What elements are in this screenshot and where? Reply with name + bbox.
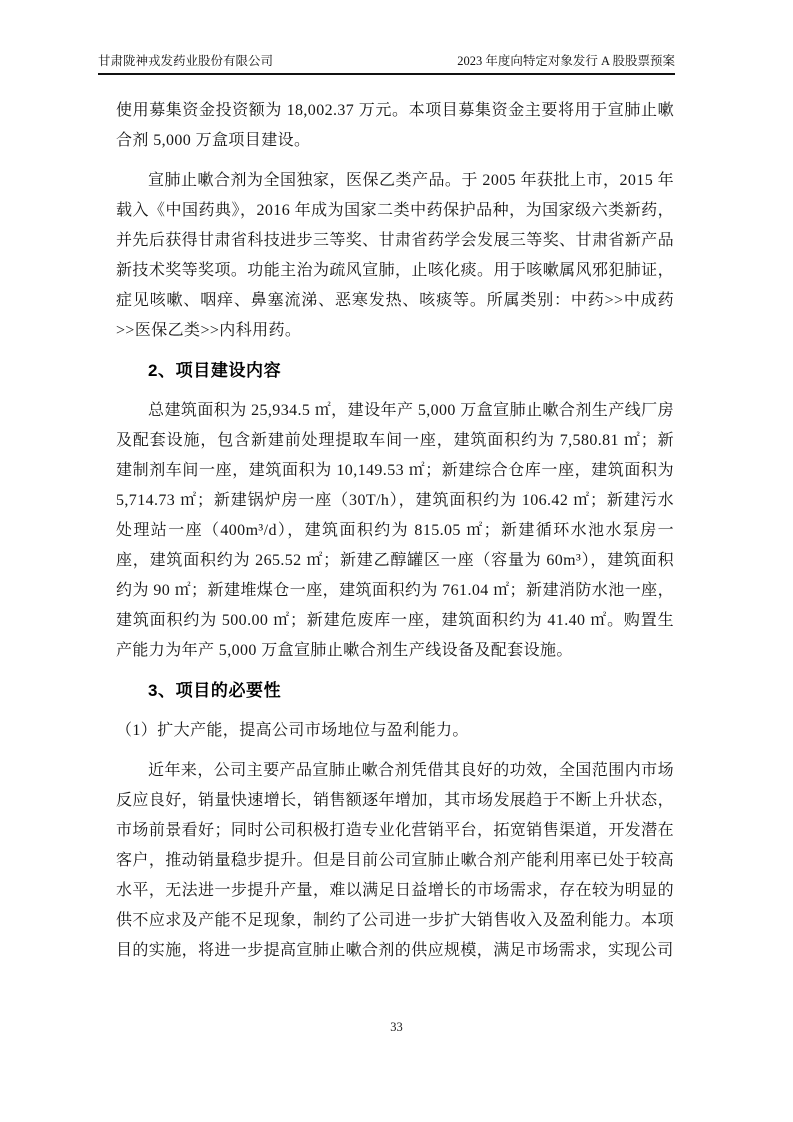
- page-number: 33: [390, 1020, 403, 1034]
- header-company-name: 甘肃陇神戎发药业股份有限公司: [98, 54, 274, 68]
- page-footer: [0, 1020, 793, 1035]
- paragraph-necessity-point-1: （1）扩大产能，提高公司市场地位与盈利能力。: [116, 722, 469, 739]
- paragraph-fundraising-amount: 使用募集资金投资额为 18,002.37 万元。本项目募集资金主要将用于宣肺止嗽合剂 5,000 万盒项目建设。: [116, 102, 674, 149]
- document-body: [116, 96, 674, 976]
- paragraph-product-introduction: 宣肺止嗽合剂为全国独家，医保乙类产品。于 2005 年获批上市，2015 年载入《中国药典》，2016 年成为国家二类中药保护品种，为国家级六类新药，并先后获得甘肃省科技进步三等奖、甘肃省药学会发展三等奖、甘肃省新产品新技术奖等奖项。功能主治为疏风宣肺，止咳化痰。用于咳嗽属风邪犯肺证，症见咳嗽、咽痒、鼻塞流涕、恶寒发热、咳痰等。所属类别：中药>>中成药>>医保乙类>>内科用药。: [116, 172, 674, 339]
- paragraph-construction-details: 总建筑面积为 25,934.5 ㎡，建设年产 5,000 万盒宣肺止嗽合剂生产线厂房及配套设施，包含新建前处理提取车间一座，建筑面积约为 7,580.81 ㎡；新建制剂车间一座，建筑面积为 10,149.53 ㎡；新建综合仓库一座，建筑面积为 5,714.73 ㎡；新建锅炉房一座（30T/h），建筑面积约为 106.42 ㎡；新建污水处理站一座（400m³/d），建筑面积约为 815.05 ㎡；新建循环水池水泵房一座，建筑面积约为 265.52 ㎡；新建乙醇罐区一座（容量为 60m³），建筑面积约为 90 ㎡；新建堆煤仓一座，建筑面积约为 761.04 ㎡；新建消防水池一座，建筑面积约为 500.00 ㎡；新建危废库一座，建筑面积约为 41.40 ㎡。购置生产能力为年产 5,000 万盒宣肺止嗽合剂生产线设备及配套设施。: [116, 402, 674, 659]
- heading-project-construction-content: 2、项目建设内容: [148, 361, 282, 380]
- header-doc-title: 2023 年度向特定对象发行 A 股股票预案: [457, 54, 675, 68]
- heading-project-necessity: 3、项目的必要性: [148, 681, 282, 700]
- page-header: [98, 52, 675, 75]
- paragraph-market-analysis: 近年来，公司主要产品宣肺止嗽合剂凭借其良好的功效，全国范围内市场反应良好，销量快速增长，销售额逐年增加，其市场发展趋于不断上升状态，市场前景看好；同时公司积极打造专业化营销平台，拓宽销售渠道，开发潜在客户，推动销量稳步提升。但是目前公司宣肺止嗽合剂产能利用率已处于较高水平，无法进一步提升产量，难以满足日益增长的市场需求，存在较为明显的供不应求及产能不足现象，制约了公司进一步扩大销售收入及盈利能力。本项目的实施，将进一步提高宣肺止嗽合剂的供应规模，满足市场需求，实现公司: [116, 762, 674, 959]
